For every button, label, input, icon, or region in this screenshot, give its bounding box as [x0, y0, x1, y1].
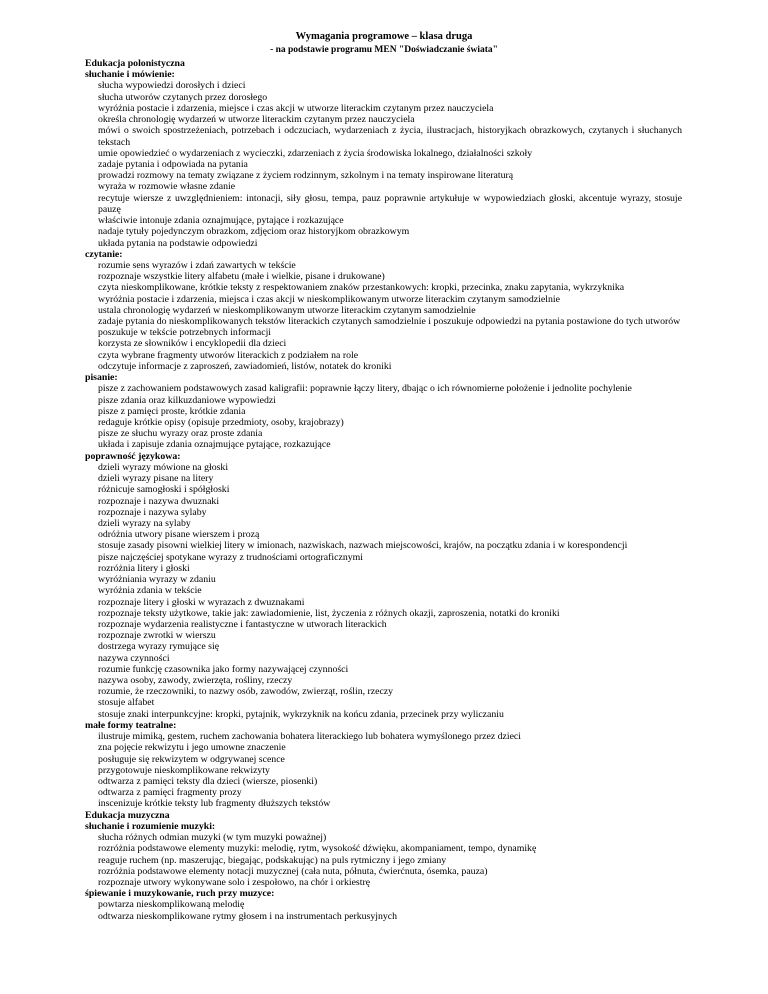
section-heading: Edukacja polonistyczna [85, 58, 185, 69]
requirement-item: przygotowuje nieskomplikowane rekwizyty [98, 764, 270, 776]
requirement-item: pisze z zachowaniem podstawowych zasad kaligrafii: poprawnie łączy litery, dbając o ich równomierne położenie i jednolite pochylenie [98, 383, 632, 395]
requirement-item: nazywa osoby, zawody, zwierzęta, rośliny, rzeczy [98, 675, 293, 687]
requirement-item: odróżnia utwory pisane wierszem i prozą [98, 529, 260, 541]
subsection-heading: czytanie: [85, 248, 123, 260]
requirement-item: poszukuje w tekście potrzebnych informacji [98, 327, 272, 339]
requirement-item: układa pytania na podstawie odpowiedzi [98, 237, 258, 249]
requirement-item: wyraża w rozmowie własne zdanie [98, 181, 236, 193]
requirement-item: dostrzega wyrazy rymujące się [98, 641, 220, 653]
requirement-item: posługuje się rekwizytem w odgrywanej scence [98, 753, 285, 765]
requirement-item: mówi o swoich spostrzeżeniach, potrzebach i odczuciach, wydarzeniach z życia, ilustracjach, historyjkach obrazkowych, czytanych i słuchanych tekstach [98, 125, 682, 148]
requirement-item: powtarza nieskomplikowaną melodię [98, 899, 245, 911]
subsection-heading: pisanie: [85, 372, 118, 384]
requirement-item: stosuje znaki interpunkcyjne: kropki, pytajnik, wykrzyknik na końcu zdania, przecinek przy wyliczaniu [98, 708, 504, 720]
requirement-item: rozpoznaje wszystkie litery alfabetu (małe i wielkie, pisane i drukowane) [98, 271, 385, 283]
requirement-item: słucha wypowiedzi dorosłych i dzieci [98, 80, 246, 92]
requirement-item: rozpoznaje utwory wykonywane solo i zespołowo, na chór i orkiestrę [98, 876, 371, 888]
requirement-item: reaguje ruchem (np. maszerując, biegając, podskakując) na puls rytmiczny i jego zmiany [98, 854, 447, 866]
requirement-item: wyróżniania wyrazy w zdaniu [98, 574, 216, 586]
requirement-item: pisze najczęściej spotykane wyrazy z trudnościami ortograficznymi [98, 551, 363, 563]
requirement-item: umie opowiedzieć o wydarzeniach z wycieczki, zdarzeniach z życia środowiska lokalnego, działalności szkoły [98, 147, 533, 159]
requirement-item: zna pojęcie rekwizytu i jego umowne znaczenie [98, 742, 286, 754]
document-body [85, 58, 682, 922]
requirement-item: pisze ze słuchu wyrazy oraz proste zdania [98, 428, 263, 440]
subsection-heading: małe formy teatralne: [85, 719, 177, 731]
requirement-item: rozróżnia podstawowe elementy muzyki: melodię, rytm, wysokość dźwięku, akompaniament, tempo, dynamikę [98, 843, 537, 855]
subsection-heading: słuchanie i mówienie: [85, 69, 175, 81]
requirement-item: rozpoznaje i nazywa dwuznaki [98, 495, 220, 507]
requirement-item: wyróżnia zdania w tekście [98, 585, 202, 597]
requirement-item: zadaje pytania do nieskomplikowanych tekstów literackich czytanych samodzielnie i poszukuje odpowiedzi na pytania postawione do tych utworów [98, 316, 681, 328]
requirement-item: wyróżnia postacie i zdarzenia, miejsce i czas akcji w utworze literackim czytanym przez nauczyciela [98, 102, 494, 114]
requirement-item: określa chronologię wydarzeń w utworze literackim czytanym przez nauczyciela [98, 114, 415, 126]
requirement-item: rozumie funkcję czasownika jako formy nazywającej czynności [98, 663, 349, 675]
requirement-item: czyta nieskomplikowane, krótkie teksty z respektowaniem znaków przestankowych: kropki, przecinka, znaku zapytania, wykrzyknika [98, 282, 625, 294]
requirement-item: odczytuje informacje z zaproszeń, zawiadomień, listów, notatek do kroniki [98, 360, 392, 372]
requirement-item: odtwarza nieskomplikowane rytmy głosem i na instrumentach perkusyjnych [98, 910, 398, 922]
requirement-item: układa i zapisuje zdania oznajmujące pytające, rozkazujące [98, 439, 331, 451]
requirement-item: właściwie intonuje zdania oznajmujące, pytające i rozkazujące [98, 215, 344, 227]
document-title: Wymagania programowe – klasa druga [295, 31, 473, 42]
requirement-item: korzysta ze słowników i encyklopedii dla dzieci [98, 338, 287, 350]
document-subtitle: - na podstawie programu MEN "Doświadczanie świata" [270, 45, 498, 55]
requirement-item: nazywa czynności [98, 652, 170, 664]
requirement-item: rozumie, że rzeczowniki, to nazwy osób, zawodów, zwierząt, roślin, rzeczy [98, 686, 394, 698]
requirement-item: dzieli wyrazy na sylaby [98, 517, 191, 529]
requirement-item: rozpoznaje teksty użytkowe, takie jak: zawiadomienie, list, życzenia z różnych okazji, zaproszenia, notatki do kroniki [98, 607, 560, 619]
requirement-item: ustala chronologię wydarzeń w nieskomplikowanym utworze literackim czytanym samodzielnie [98, 304, 476, 316]
requirement-item: rozpoznaje litery i głoski w wyrazach z dwuznakami [98, 596, 305, 608]
requirement-item: stosuje alfabet [98, 697, 155, 709]
requirement-item: recytuje wiersze z uwzględnieniem: intonacji, siły głosu, tempa, pauz poprawnie artykułuje w wypowiedziach głoski, akcentuje wyrazy, stosuje pauzę [98, 192, 682, 215]
requirement-item: prowadzi rozmowy na tematy związane z życiem rodzinnym, szkolnym i na tematy inspirowane literaturą [98, 170, 514, 182]
section-heading: Edukacja muzyczna [85, 809, 170, 821]
requirement-item: redaguje krótkie opisy (opisuje przedmioty, osoby, krajobrazy) [98, 417, 344, 428]
requirement-item: odtwarza z pamięci fragmenty prozy [98, 787, 242, 799]
requirement-item: dzieli wyrazy pisane na litery [98, 473, 214, 485]
subsection-heading: śpiewanie i muzykowanie, ruch przy muzyce: [85, 888, 275, 900]
requirement-item: pisze zdania oraz kilkuzdaniowe wypowiedzi [98, 394, 276, 406]
requirement-item: rozróżnia podstawowe elementy notacji muzycznej (cała nuta, półnuta, ćwierćnuta, ósemka, pauza) [98, 865, 488, 877]
requirement-item: rozróżnia litery i głoski [98, 562, 190, 574]
subsection-heading: słuchanie i rozumienie muzyki: [85, 820, 216, 832]
requirement-item: różnicuje samogłoski i spółgłoski [98, 484, 230, 496]
requirement-item: dzieli wyrazy mówione na głoski [98, 461, 229, 473]
requirement-item: rozpoznaje i nazywa sylaby [98, 506, 207, 518]
requirement-item: zadaje pytania i odpowiada na pytania [98, 158, 248, 170]
requirement-item: słucha utworów czytanych przez dorosłego [98, 91, 268, 103]
requirement-item: pisze z pamięci proste, krótkie zdania [98, 405, 246, 417]
requirement-item: nadaje tytuły pojedynczym obrazkom, zdjęciom oraz historyjkom obrazkowym [98, 226, 410, 238]
requirement-item: rozpoznaje wydarzenia realistyczne i fantastyczne w utworach literackich [98, 618, 387, 630]
requirement-item: wyróżnia postacie i zdarzenia, miejsca i czas akcji w nieskomplikowanym utworze literackim czytanym samodzielnie [98, 293, 560, 305]
requirement-item: rozumie sens wyrazów i zdań zawartych w tekście [98, 259, 296, 271]
requirement-item: czyta wybrane fragmenty utworów literackich z podziałem na role [98, 349, 359, 361]
subsection-heading: poprawność językowa: [85, 450, 181, 462]
requirement-item: ilustruje mimiką, gestem, ruchem zachowania bohatera literackiego lub bohatera wymyślonego przez dzieci [98, 731, 522, 743]
requirement-item: odtwarza z pamięci teksty dla dzieci (wiersze, piosenki) [98, 776, 318, 787]
requirement-item: rozpoznaje zwrotki w wierszu [98, 630, 216, 642]
requirement-item: słucha różnych odmian muzyki (w tym muzyki poważnej) [98, 832, 327, 844]
requirement-item: stosuje zasady pisowni wielkiej litery w imionach, nazwiskach, nazwach miejscowości, krajów, na początku zdania i w korespondencji [98, 540, 628, 552]
requirement-item: inscenizuje krótkie teksty lub fragmenty dłuższych tekstów [98, 798, 331, 810]
